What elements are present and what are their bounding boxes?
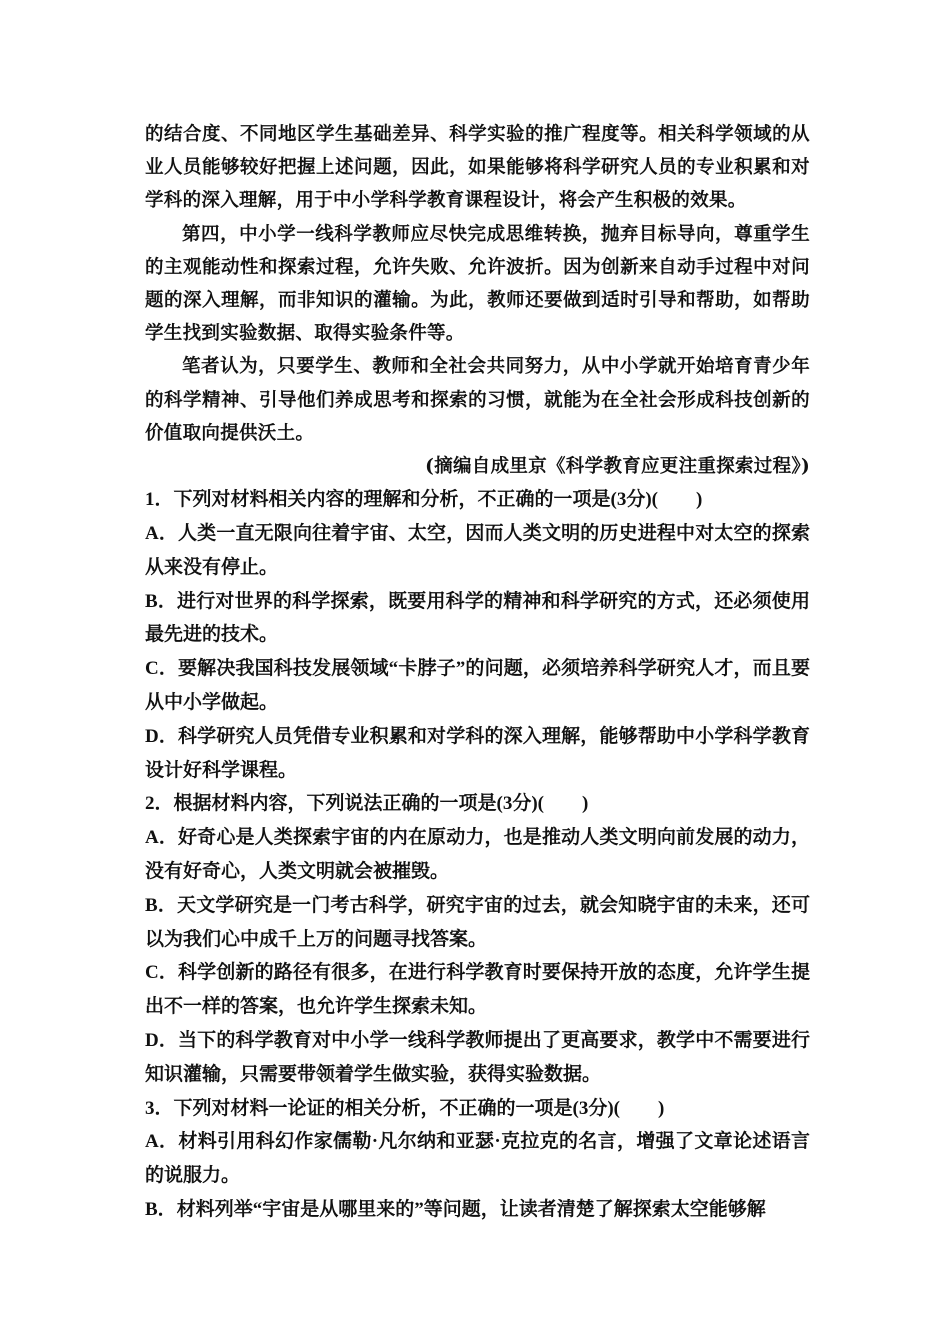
passage-source: (摘编自成里京《科学教育应更注重探索过程》) (425, 456, 810, 478)
question-list (145, 483, 810, 1227)
option-c (145, 956, 810, 1024)
option-text: 当下的科学教育对中小学一线科学教师提出了更高要求，教学中不需要进行知识灌输，只需要带领着学生做实验，获得实验数据。 (145, 1029, 810, 1085)
option-text: 科学研究人员凭借专业积累和对学科的深入理解，能够帮助中小学科学教育设计好科学课程。 (145, 725, 810, 781)
option-text: 天文学研究是一门考古科学，研究宇宙的过去，就会知晓宇宙的未来，还可以为我们心中成千上万的问题寻找答案。 (145, 894, 810, 950)
option-text: 材料引用科幻作家儒勒·凡尔纳和亚瑟·克拉克的名言，增强了文章论述语言的说服力。 (145, 1131, 810, 1187)
option-text: 要解决我国科技发展领域“卡脖子”的问题，必须培养科学研究人才，而且要从中小学做起。 (145, 658, 810, 714)
option-b (145, 889, 810, 957)
option-text: 进行对世界的科学探索，既要用科学的精神和科学研究的方式，还必须使用最先进的技术。 (145, 590, 810, 646)
passage-paragraph: 笔者认为，只要学生、教师和全社会共同努力，从中小学就开始培育青少年的科学精神、引导他们养成思考和探索的习惯，就能为在全社会形成科技创新的价值取向提供沃土。 (145, 356, 810, 444)
question-text: 根据材料内容，下列说法正确的一项是(3分)( ) (173, 793, 589, 815)
option-b (145, 585, 810, 653)
question-3 (145, 1092, 810, 1227)
option-c (145, 652, 810, 720)
option-text: 材料列举“宇宙是从哪里来的”等问题，让读者清楚了解探索太空能够解 (176, 1198, 766, 1220)
passage-paragraph: 第四，中小学一线科学教师应尽快完成思维转换，抛弃目标导向，尊重学生的主观能动性和探索过程，允许失败、允许波折。因为创新来自动手过程中对问题的深入理解，而非知识的灌输。为此，教师还要做到适时引导和帮助，如帮助学生找到实验数据、取得实验条件等。 (145, 223, 810, 345)
option-letter: C． (145, 658, 179, 680)
reading-passage (145, 118, 810, 483)
question-number: 3． (145, 1097, 174, 1119)
question-number: 1． (145, 489, 174, 511)
option-letter: B． (145, 1198, 177, 1220)
option-a (145, 1125, 810, 1193)
option-letter: B． (145, 894, 178, 916)
option-text: 好奇心是人类探索宇宙的内在原动力，也是推动人类文明向前发展的动力，没有好奇心，人类文明就会被摧毁。 (145, 827, 810, 882)
option-a (145, 821, 810, 889)
option-d (145, 1024, 810, 1092)
option-letter: B． (145, 590, 178, 612)
option-letter: A． (145, 523, 179, 545)
question-stem (145, 787, 810, 821)
option-letter: D． (145, 725, 179, 747)
question-2 (145, 787, 810, 1091)
question-1 (145, 483, 810, 787)
option-a (145, 517, 810, 585)
question-stem (145, 483, 810, 517)
question-text: 下列对材料相关内容的理解和分析，不正确的一项是(3分)( ) (173, 489, 703, 511)
question-text: 下列对材料一论证的相关分析，不正确的一项是(3分)( ) (173, 1097, 665, 1119)
option-letter: A． (145, 827, 179, 849)
document-content (145, 118, 810, 1227)
option-letter: C． (145, 962, 179, 984)
option-b (145, 1193, 810, 1227)
option-letter: D． (145, 1029, 179, 1051)
option-d (145, 720, 810, 788)
passage-paragraph: 的结合度、不同地区学生基础差异、科学实验的推广程度等。相关科学领域的从业人员能够较好把握上述问题，因此，如果能够将科学研究人员的专业积累和对学科的深入理解，用于中小学科学教育课程设计，将会产生积极的效果。 (145, 124, 810, 212)
option-text: 科学创新的路径有很多，在进行科学教育时要保持开放的态度，允许学生提出不一样的答案，也允许学生探索未知。 (145, 962, 810, 1018)
question-number: 2． (145, 793, 174, 815)
option-letter: A． (145, 1131, 179, 1153)
question-stem (145, 1092, 810, 1126)
option-text: 人类一直无限向往着宇宙、太空，因而人类文明的历史进程中对太空的探索从来没有停止。 (145, 523, 810, 578)
